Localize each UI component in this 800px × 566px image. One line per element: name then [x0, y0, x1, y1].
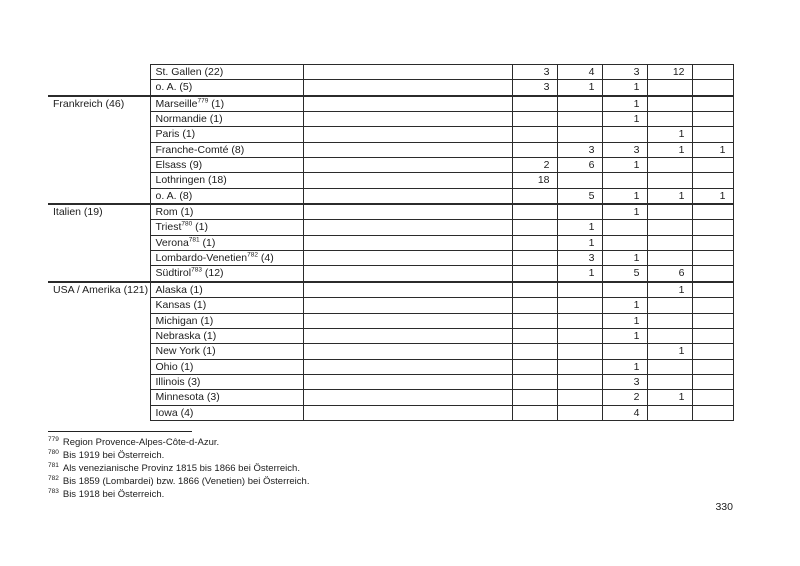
value-cell: 2 [512, 158, 557, 173]
value-cell [647, 251, 692, 266]
table-row [48, 112, 733, 127]
footnote-list [48, 436, 309, 501]
value-cell [692, 359, 733, 374]
blank-cell [303, 127, 512, 142]
value-cell [647, 158, 692, 173]
table-row [48, 251, 733, 266]
value-cell [602, 344, 647, 359]
value-cell [512, 127, 557, 142]
place-cell: Nebraska (1) [150, 328, 303, 343]
table-row [48, 298, 733, 313]
value-cell: 3 [557, 251, 602, 266]
value-cell: 1 [557, 220, 602, 235]
place-cell: Triest$^{780}$ (1) [150, 220, 303, 235]
value-cell [692, 298, 733, 313]
value-cell: 1 [602, 158, 647, 173]
blank-cell [303, 390, 512, 405]
footnote-line: $^{781}$ Als venezianische Provinz 1815 bis 1866 bei Österreich. [48, 461, 300, 474]
value-cell: 1 [602, 359, 647, 374]
footnote-reference: 781 [188, 236, 200, 244]
value-cell [647, 328, 692, 343]
place-cell: Kansas (1) [150, 298, 303, 313]
value-cell [512, 298, 557, 313]
place-cell: New York (1) [150, 344, 303, 359]
value-cell: 1 [647, 390, 692, 405]
footnote-line: $^{783}$ Bis 1918 bei Österreich. [48, 487, 165, 500]
place-cell: St. Gallen (22) [150, 65, 303, 80]
region-group-cell: USA / Amerika (121) [48, 282, 150, 421]
value-cell: 3 [602, 65, 647, 80]
blank-cell [303, 313, 512, 328]
value-cell [692, 282, 733, 298]
place-cell: Normandie (1) [150, 112, 303, 127]
region-group-cell: Frankreich (46) [48, 96, 150, 204]
value-cell [692, 96, 733, 112]
value-cell [512, 344, 557, 359]
place-cell: Paris (1) [150, 127, 303, 142]
value-cell [512, 96, 557, 112]
value-cell [557, 405, 602, 420]
footnotes-block [48, 431, 309, 501]
footnote-number: 780 [48, 448, 59, 456]
value-cell [557, 282, 602, 298]
value-cell [557, 96, 602, 112]
blank-cell [303, 405, 512, 420]
value-cell [647, 298, 692, 313]
value-cell [692, 405, 733, 420]
place-cell: Ohio (1) [150, 359, 303, 374]
footnote-number: 783 [48, 487, 59, 495]
value-cell [512, 390, 557, 405]
table-row [48, 142, 733, 157]
blank-cell [303, 158, 512, 173]
value-cell [692, 251, 733, 266]
table-row [48, 220, 733, 235]
table-row [48, 390, 733, 405]
blank-cell [303, 142, 512, 157]
table-row [48, 344, 733, 359]
place-cell: o. A. (5) [150, 80, 303, 96]
value-cell: 5 [602, 266, 647, 282]
value-cell [647, 235, 692, 250]
footnote-separator [48, 431, 192, 432]
value-cell: 1 [602, 112, 647, 127]
value-cell: 1 [602, 251, 647, 266]
blank-cell [303, 374, 512, 389]
value-cell [647, 313, 692, 328]
value-cell: 1 [692, 142, 733, 157]
place-cell: Marseille$^{779}$ (1) [150, 96, 303, 112]
place-cell: Rom (1) [150, 204, 303, 220]
page-number: 330 [715, 501, 733, 513]
place-cell: Minnesota (3) [150, 390, 303, 405]
footnote-line: $^{779}$ Region Provence-Alpes-Côte-d-Azur. [48, 435, 220, 448]
footnote-reference: 783 [191, 266, 202, 274]
value-cell: 12 [647, 65, 692, 80]
value-cell: 4 [602, 405, 647, 420]
place-cell: Lothringen (18) [150, 173, 303, 188]
place-cell: Elsass (9) [150, 158, 303, 173]
value-cell [647, 80, 692, 96]
table-row [48, 158, 733, 173]
value-cell [602, 173, 647, 188]
region-group-cell: Italien (19) [48, 204, 150, 282]
value-cell [557, 204, 602, 220]
table-row [48, 405, 733, 420]
value-cell [557, 173, 602, 188]
value-cell [512, 266, 557, 282]
value-cell [647, 359, 692, 374]
value-cell [692, 127, 733, 142]
table-row [48, 359, 733, 374]
blank-cell [303, 188, 512, 204]
value-cell: 1 [647, 344, 692, 359]
value-cell [692, 374, 733, 389]
table-row [48, 204, 733, 220]
blank-cell [303, 220, 512, 235]
value-cell: 6 [647, 266, 692, 282]
value-cell: 1 [557, 80, 602, 96]
value-cell: 1 [647, 142, 692, 157]
table-row [48, 328, 733, 343]
value-cell: 3 [602, 142, 647, 157]
footnote-reference: 782 [247, 251, 259, 259]
value-cell [557, 313, 602, 328]
value-cell [647, 374, 692, 389]
table-row [48, 80, 733, 96]
value-cell [557, 127, 602, 142]
value-cell [557, 344, 602, 359]
table-row [48, 65, 733, 80]
value-cell: 3 [557, 142, 602, 157]
footnote-number: 782 [48, 474, 59, 482]
blank-cell [303, 112, 512, 127]
regions-count-table [48, 64, 734, 421]
value-cell: 1 [602, 188, 647, 204]
value-cell [602, 220, 647, 235]
value-cell [647, 96, 692, 112]
value-cell [647, 220, 692, 235]
value-cell [602, 282, 647, 298]
value-cell [692, 173, 733, 188]
place-cell: Michigan (1) [150, 313, 303, 328]
table-row [48, 282, 733, 298]
table-row [48, 313, 733, 328]
place-cell: Lombardo-Venetien$^{782}$ (4) [150, 251, 303, 266]
value-cell: 1 [647, 282, 692, 298]
blank-cell [303, 96, 512, 112]
value-cell [512, 313, 557, 328]
value-cell [602, 127, 647, 142]
place-cell: o. A. (8) [150, 188, 303, 204]
table-row [48, 173, 733, 188]
value-cell: 1 [602, 313, 647, 328]
value-cell: 1 [692, 188, 733, 204]
footnote-line: $^{780}$ Bis 1919 bei Österreich. [48, 448, 165, 461]
value-cell [512, 204, 557, 220]
footnote-reference: 779 [197, 97, 209, 105]
value-cell [647, 405, 692, 420]
value-cell: 1 [602, 80, 647, 96]
footnote-reference: 780 [181, 220, 193, 228]
region-group-cell [48, 65, 150, 96]
value-cell [557, 328, 602, 343]
value-cell [512, 251, 557, 266]
table-row [48, 96, 733, 112]
value-cell [692, 80, 733, 96]
place-cell: Illinois (3) [150, 374, 303, 389]
value-cell: 1 [602, 328, 647, 343]
table-row [48, 266, 733, 282]
place-cell: Franche-Comté (8) [150, 142, 303, 157]
value-cell [692, 313, 733, 328]
value-cell [557, 298, 602, 313]
value-cell [692, 328, 733, 343]
value-cell [512, 405, 557, 420]
blank-cell [303, 235, 512, 250]
value-cell [512, 328, 557, 343]
table-row [48, 127, 733, 142]
value-cell [512, 188, 557, 204]
blank-cell [303, 173, 512, 188]
value-cell [647, 173, 692, 188]
value-cell: 1 [602, 96, 647, 112]
table-row [48, 374, 733, 389]
value-cell: 3 [512, 65, 557, 80]
value-cell: 5 [557, 188, 602, 204]
blank-cell [303, 266, 512, 282]
place-cell: Südtirol$^{783}$ (12) [150, 266, 303, 282]
value-cell: 1 [557, 266, 602, 282]
value-cell [692, 220, 733, 235]
value-cell: 1 [647, 188, 692, 204]
table-body [48, 65, 733, 421]
value-cell [512, 282, 557, 298]
blank-cell [303, 298, 512, 313]
value-cell [557, 374, 602, 389]
value-cell [692, 112, 733, 127]
value-cell: 1 [557, 235, 602, 250]
value-cell [647, 112, 692, 127]
value-cell [512, 142, 557, 157]
value-cell [692, 204, 733, 220]
blank-cell [303, 65, 512, 80]
value-cell: 1 [647, 127, 692, 142]
value-cell: 2 [602, 390, 647, 405]
blank-cell [303, 359, 512, 374]
place-cell: Alaska (1) [150, 282, 303, 298]
blank-cell [303, 282, 512, 298]
value-cell: 18 [512, 173, 557, 188]
blank-cell [303, 344, 512, 359]
value-cell: 3 [512, 80, 557, 96]
blank-cell [303, 204, 512, 220]
value-cell [692, 266, 733, 282]
blank-cell [303, 251, 512, 266]
value-cell: 6 [557, 158, 602, 173]
blank-cell [303, 80, 512, 96]
value-cell: 4 [557, 65, 602, 80]
value-cell [692, 158, 733, 173]
place-cell: Iowa (4) [150, 405, 303, 420]
footnote-number: 781 [48, 461, 59, 469]
value-cell [692, 65, 733, 80]
value-cell: 1 [602, 298, 647, 313]
value-cell [512, 235, 557, 250]
place-cell: Verona$^{781}$ (1) [150, 235, 303, 250]
value-cell [512, 359, 557, 374]
value-cell [512, 112, 557, 127]
table-row [48, 235, 733, 250]
footnote-number: 779 [48, 435, 59, 443]
value-cell: 3 [602, 374, 647, 389]
value-cell [692, 235, 733, 250]
value-cell [557, 390, 602, 405]
value-cell [647, 204, 692, 220]
table-row [48, 188, 733, 204]
value-cell [602, 235, 647, 250]
footnote-line: $^{782}$ Bis 1859 (Lombardei) bzw. 1866 (Venetien) bei Österreich. [48, 474, 310, 487]
value-cell [692, 390, 733, 405]
value-cell [557, 359, 602, 374]
blank-cell [303, 328, 512, 343]
value-cell [512, 220, 557, 235]
value-cell: 1 [602, 204, 647, 220]
value-cell [692, 344, 733, 359]
value-cell [557, 112, 602, 127]
value-cell [512, 374, 557, 389]
